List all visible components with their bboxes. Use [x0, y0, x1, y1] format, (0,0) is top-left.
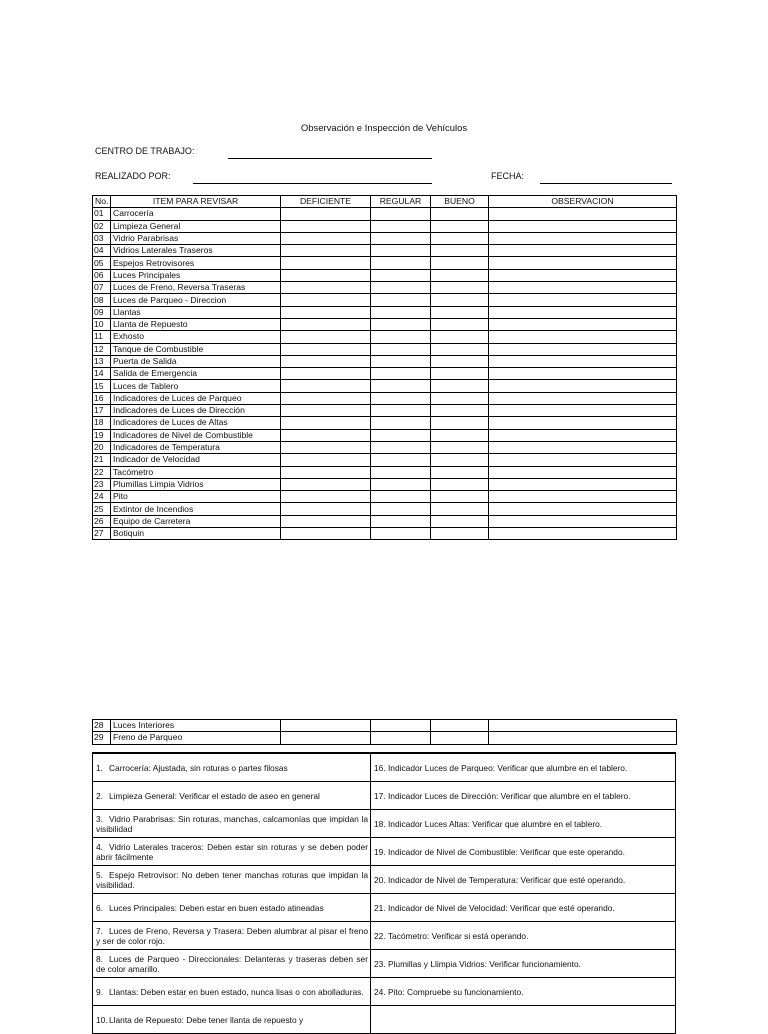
header-deficiente: DEFICIENTE [281, 196, 371, 208]
row-item: Salida de Emergencia [111, 368, 281, 380]
row-item: Plumillas Limpia Vidrios [111, 478, 281, 490]
observacion-cell[interactable] [489, 220, 677, 232]
observacion-cell[interactable] [489, 380, 677, 392]
header-bueno: BUENO [431, 196, 489, 208]
row-number: 22 [93, 466, 111, 478]
table-row [93, 466, 677, 478]
bueno-cell[interactable] [431, 441, 489, 453]
table-row [93, 232, 677, 244]
bueno-cell[interactable] [431, 491, 489, 503]
table-row [93, 220, 677, 232]
row-item: Puerta de Salida [111, 355, 281, 367]
regular-cell[interactable] [371, 466, 431, 478]
row-item: Tacómetro [111, 466, 281, 478]
regular-cell[interactable] [371, 220, 431, 232]
row-number: 10 [93, 318, 111, 330]
description-left [93, 894, 371, 922]
row-number: 13 [93, 355, 111, 367]
observacion-cell[interactable] [489, 257, 677, 269]
regular-cell[interactable] [371, 208, 431, 220]
description-number: 2. [96, 791, 103, 801]
row-number: 24 [93, 491, 111, 503]
description-left [93, 810, 371, 838]
observacion-cell[interactable] [489, 454, 677, 466]
row-number: 11 [93, 331, 111, 343]
regular-cell[interactable] [371, 318, 431, 330]
bueno-cell[interactable] [431, 720, 489, 732]
regular-cell[interactable] [371, 491, 431, 503]
deficiente-cell[interactable] [281, 331, 371, 343]
observacion-cell[interactable] [489, 306, 677, 318]
observacion-cell[interactable] [489, 405, 677, 417]
deficiente-cell[interactable] [281, 306, 371, 318]
deficiente-cell[interactable] [281, 515, 371, 527]
row-number: 12 [93, 343, 111, 355]
observacion-cell[interactable] [489, 318, 677, 330]
row-number: 14 [93, 368, 111, 380]
row-item: Vidrios Laterales Traseros [111, 245, 281, 257]
regular-cell[interactable] [371, 429, 431, 441]
table-row [93, 732, 677, 744]
row-item: Luces Principales [111, 269, 281, 281]
regular-cell[interactable] [371, 294, 431, 306]
regular-cell[interactable] [371, 392, 431, 404]
regular-cell[interactable] [371, 306, 431, 318]
observacion-cell[interactable] [489, 466, 677, 478]
table-row [93, 478, 677, 490]
table-row [93, 503, 677, 515]
bueno-cell[interactable] [431, 392, 489, 404]
deficiente-cell[interactable] [281, 392, 371, 404]
realizado-por-label: REALIZADO POR: [95, 171, 171, 181]
description-right: 19. Indicador de Nivel de Combustible: Verificar que este operando. [371, 838, 676, 866]
observacion-cell[interactable] [489, 355, 677, 367]
description-right: 23. Plumillas y Llimpia Vidrios: Verificar funcionamiento. [371, 950, 676, 978]
description-row [93, 838, 676, 866]
regular-cell[interactable] [371, 503, 431, 515]
description-text: Espejo Retrovisor: No deben tener manchas roturas que impidan la visibilidad. [96, 870, 368, 890]
description-text: Luces Principales: Deben estar en buen estado atineadas [109, 903, 324, 913]
table-row [93, 306, 677, 318]
table-row [93, 282, 677, 294]
inspection-table-continued [92, 719, 677, 745]
observacion-cell[interactable] [489, 478, 677, 490]
row-number: 26 [93, 515, 111, 527]
regular-cell[interactable] [371, 232, 431, 244]
regular-cell[interactable] [371, 405, 431, 417]
bueno-cell[interactable] [431, 294, 489, 306]
row-item: Indicadores de Luces de Dirección [111, 405, 281, 417]
description-right: 20. Indicador de Nivel de Temperatura: Verificar que esté operando. [371, 866, 676, 894]
row-number: 02 [93, 220, 111, 232]
description-text: Carrocería: Ajustada, sin roturas o partes filosas [109, 763, 288, 773]
row-item: Tanque de Combustible [111, 343, 281, 355]
table-row [93, 257, 677, 269]
row-item: Indicador de Velocidad [111, 454, 281, 466]
bueno-cell[interactable] [431, 478, 489, 490]
deficiente-cell[interactable] [281, 466, 371, 478]
header-no: No. [93, 196, 111, 208]
deficiente-cell[interactable] [281, 368, 371, 380]
bueno-cell[interactable] [431, 331, 489, 343]
observacion-cell[interactable] [489, 429, 677, 441]
deficiente-cell[interactable] [281, 417, 371, 429]
description-right: 22. Tacómetro: Verificar si está operando. [371, 922, 676, 950]
row-item: Espejos Retrovisores [111, 257, 281, 269]
row-item: Luces de Freno, Reversa Traseras [111, 282, 281, 294]
description-row [93, 866, 676, 894]
regular-cell[interactable] [371, 245, 431, 257]
table-row [93, 454, 677, 466]
bueno-cell[interactable] [431, 355, 489, 367]
description-number: 8. [96, 954, 103, 964]
table-row [93, 368, 677, 380]
description-right: 18. Indicador Luces Altas: Verificar que alumbre en el tablero. [371, 810, 676, 838]
bueno-cell[interactable] [431, 380, 489, 392]
deficiente-cell[interactable] [281, 220, 371, 232]
regular-cell[interactable] [371, 368, 431, 380]
description-left [93, 950, 371, 978]
description-right [371, 1006, 676, 1034]
description-number: 10. [96, 1015, 108, 1025]
description-text: Luces de Parqueo - Direccionales: Delanteras y traseras deben ser de color amarillo. [96, 954, 368, 974]
observacion-cell[interactable] [489, 528, 677, 540]
table-row [93, 318, 677, 330]
row-number: 16 [93, 392, 111, 404]
header-observacion: OBSERVACION [489, 196, 677, 208]
description-number: 7. [96, 926, 103, 936]
row-item: Freno de Parqueo [111, 732, 281, 744]
row-number: 27 [93, 528, 111, 540]
row-number: 17 [93, 405, 111, 417]
centro-trabajo-label: CENTRO DE TRABAJO: [95, 146, 195, 156]
description-number: 9. [96, 987, 103, 997]
bueno-cell[interactable] [431, 732, 489, 744]
deficiente-cell[interactable] [281, 343, 371, 355]
deficiente-cell[interactable] [281, 269, 371, 281]
description-number: 6. [96, 903, 103, 913]
deficiente-cell[interactable] [281, 720, 371, 732]
row-number: 06 [93, 269, 111, 281]
bueno-cell[interactable] [431, 306, 489, 318]
row-number: 29 [93, 732, 111, 744]
deficiente-cell[interactable] [281, 732, 371, 744]
description-row [93, 810, 676, 838]
regular-cell[interactable] [371, 355, 431, 367]
regular-cell[interactable] [371, 417, 431, 429]
regular-cell[interactable] [371, 257, 431, 269]
observacion-cell[interactable] [489, 503, 677, 515]
row-number: 25 [93, 503, 111, 515]
observacion-cell[interactable] [489, 282, 677, 294]
inspection-table [92, 195, 677, 540]
table-row [93, 380, 677, 392]
description-row [93, 922, 676, 950]
deficiente-cell[interactable] [281, 245, 371, 257]
deficiente-cell[interactable] [281, 294, 371, 306]
description-right: 17. Indicador Luces de Dirección: Verificar que alumbre en el tablero. [371, 782, 676, 810]
description-number: 4. [96, 842, 103, 852]
bueno-cell[interactable] [431, 528, 489, 540]
description-row [93, 950, 676, 978]
deficiente-cell[interactable] [281, 503, 371, 515]
description-row [93, 978, 676, 1006]
row-item: Llantas [111, 306, 281, 318]
description-right: 16. Indicador Luces de Parqueo: Verificar que alumbre en el tablero. [371, 753, 676, 782]
deficiente-cell[interactable] [281, 491, 371, 503]
bueno-cell[interactable] [431, 503, 489, 515]
regular-cell[interactable] [371, 441, 431, 453]
description-text: Luces de Freno, Reversa y Trasera: Deben alumbrar al pisar el freno y ser de color rojo. [96, 926, 368, 946]
observacion-cell[interactable] [489, 294, 677, 306]
regular-cell[interactable] [371, 331, 431, 343]
header-regular: REGULAR [371, 196, 431, 208]
description-text: Limpieza General: Verificar el estado de aseo en general [109, 791, 320, 801]
deficiente-cell[interactable] [281, 208, 371, 220]
row-number: 23 [93, 478, 111, 490]
description-row [93, 753, 676, 782]
bueno-cell[interactable] [431, 405, 489, 417]
deficiente-cell[interactable] [281, 282, 371, 294]
description-left [93, 753, 371, 782]
deficiente-cell[interactable] [281, 405, 371, 417]
row-number: 20 [93, 441, 111, 453]
regular-cell[interactable] [371, 343, 431, 355]
description-text: Vidrio Laterales traceros: Deben estar sin roturas y se deben poder abrir fácilmente [96, 842, 368, 862]
regular-cell[interactable] [371, 380, 431, 392]
table-header-row [93, 196, 677, 208]
table-row [93, 528, 677, 540]
row-item: Indicadores de Nivel de Combustible [111, 429, 281, 441]
table-row [93, 245, 677, 257]
observacion-cell[interactable] [489, 245, 677, 257]
description-right: 24. Pito: Compruebe su funcionamiento. [371, 978, 676, 1006]
observacion-cell[interactable] [489, 269, 677, 281]
centro-trabajo-line[interactable] [228, 158, 432, 159]
deficiente-cell[interactable] [281, 355, 371, 367]
row-number: 01 [93, 208, 111, 220]
deficiente-cell[interactable] [281, 257, 371, 269]
row-item: Equipo de Carretera [111, 515, 281, 527]
bueno-cell[interactable] [431, 220, 489, 232]
row-number: 04 [93, 245, 111, 257]
observacion-cell[interactable] [489, 232, 677, 244]
row-item: Luces Interiores [111, 720, 281, 732]
bueno-cell[interactable] [431, 257, 489, 269]
table-row [93, 392, 677, 404]
row-item: Indicadores de Luces de Altas [111, 417, 281, 429]
deficiente-cell[interactable] [281, 429, 371, 441]
realizado-por-line[interactable] [193, 183, 432, 184]
row-number: 08 [93, 294, 111, 306]
row-item: Indicadores de Temperatura [111, 441, 281, 453]
bueno-cell[interactable] [431, 245, 489, 257]
document-title: Observación e Inspección de Vehículos [300, 123, 468, 134]
description-row [93, 1006, 676, 1034]
row-item: Pito [111, 491, 281, 503]
description-left [93, 838, 371, 866]
regular-cell[interactable] [371, 454, 431, 466]
bueno-cell[interactable] [431, 429, 489, 441]
deficiente-cell[interactable] [281, 454, 371, 466]
description-text: Vidrio Parabrisas: Sin roturas, manchas, calcamonías que impidan la visibilidad [96, 814, 368, 834]
row-item: Exhosto [111, 331, 281, 343]
table-row [93, 491, 677, 503]
regular-cell[interactable] [371, 732, 431, 744]
observacion-cell[interactable] [489, 343, 677, 355]
bueno-cell[interactable] [431, 368, 489, 380]
deficiente-cell[interactable] [281, 441, 371, 453]
description-left [93, 978, 371, 1006]
bueno-cell[interactable] [431, 282, 489, 294]
description-row [93, 894, 676, 922]
row-number: 21 [93, 454, 111, 466]
description-row [93, 782, 676, 810]
row-item: Indicadores de Luces de Parqueo [111, 392, 281, 404]
header-item: ITEM PARA REVISAR [111, 196, 281, 208]
regular-cell[interactable] [371, 282, 431, 294]
row-item: Carrocería [111, 208, 281, 220]
observacion-cell[interactable] [489, 392, 677, 404]
description-left [93, 866, 371, 894]
observacion-cell[interactable] [489, 732, 677, 744]
observacion-cell[interactable] [489, 491, 677, 503]
observacion-cell[interactable] [489, 515, 677, 527]
row-item: Botiquin [111, 528, 281, 540]
row-number: 09 [93, 306, 111, 318]
deficiente-cell[interactable] [281, 380, 371, 392]
description-text: Llantas: Deben estar en buen estado, nunca lisas o con abolladuras. [109, 987, 364, 997]
row-number: 19 [93, 429, 111, 441]
table-row [93, 331, 677, 343]
row-number: 07 [93, 282, 111, 294]
table-row [93, 355, 677, 367]
row-number: 03 [93, 232, 111, 244]
deficiente-cell[interactable] [281, 318, 371, 330]
row-item: Limpieza General [111, 220, 281, 232]
bueno-cell[interactable] [431, 208, 489, 220]
description-text: Llanta de Repuesto: Debe tener llanta de repuesto y [109, 1015, 304, 1025]
row-item: Llanta de Repuesto [111, 318, 281, 330]
deficiente-cell[interactable] [281, 478, 371, 490]
bueno-cell[interactable] [431, 232, 489, 244]
table-row [93, 441, 677, 453]
row-item: Luces de Tablero [111, 380, 281, 392]
descriptions-table [92, 752, 676, 1034]
row-number: 28 [93, 720, 111, 732]
row-number: 15 [93, 380, 111, 392]
table-row [93, 720, 677, 732]
table-row [93, 294, 677, 306]
row-number: 18 [93, 417, 111, 429]
bueno-cell[interactable] [431, 454, 489, 466]
description-left [93, 782, 371, 810]
observacion-cell[interactable] [489, 368, 677, 380]
regular-cell[interactable] [371, 269, 431, 281]
description-number: 5. [96, 870, 103, 880]
bueno-cell[interactable] [431, 417, 489, 429]
description-right: 21. Indicador de Nivel de Velocidad: Verificar que esté operando. [371, 894, 676, 922]
bueno-cell[interactable] [431, 269, 489, 281]
table-row [93, 429, 677, 441]
deficiente-cell[interactable] [281, 232, 371, 244]
row-item: Extintor de Incendios [111, 503, 281, 515]
description-number: 3. [96, 814, 103, 824]
observacion-cell[interactable] [489, 417, 677, 429]
table-row [93, 417, 677, 429]
regular-cell[interactable] [371, 528, 431, 540]
regular-cell[interactable] [371, 720, 431, 732]
fecha-line[interactable] [540, 183, 672, 184]
deficiente-cell[interactable] [281, 528, 371, 540]
bueno-cell[interactable] [431, 343, 489, 355]
table-row [93, 269, 677, 281]
description-left [93, 1006, 371, 1034]
table-row [93, 343, 677, 355]
row-item: Luces de Parqueo - Direccion [111, 294, 281, 306]
row-item: Vidrio Parabrisas [111, 232, 281, 244]
observacion-cell[interactable] [489, 331, 677, 343]
table-row [93, 208, 677, 220]
bueno-cell[interactable] [431, 318, 489, 330]
description-number: 1. [96, 763, 103, 773]
observacion-cell[interactable] [489, 208, 677, 220]
description-left [93, 922, 371, 950]
observacion-cell[interactable] [489, 720, 677, 732]
bueno-cell[interactable] [431, 515, 489, 527]
table-row [93, 405, 677, 417]
bueno-cell[interactable] [431, 466, 489, 478]
regular-cell[interactable] [371, 478, 431, 490]
table-row [93, 515, 677, 527]
regular-cell[interactable] [371, 515, 431, 527]
fecha-label: FECHA: [491, 171, 525, 181]
row-number: 05 [93, 257, 111, 269]
observacion-cell[interactable] [489, 441, 677, 453]
